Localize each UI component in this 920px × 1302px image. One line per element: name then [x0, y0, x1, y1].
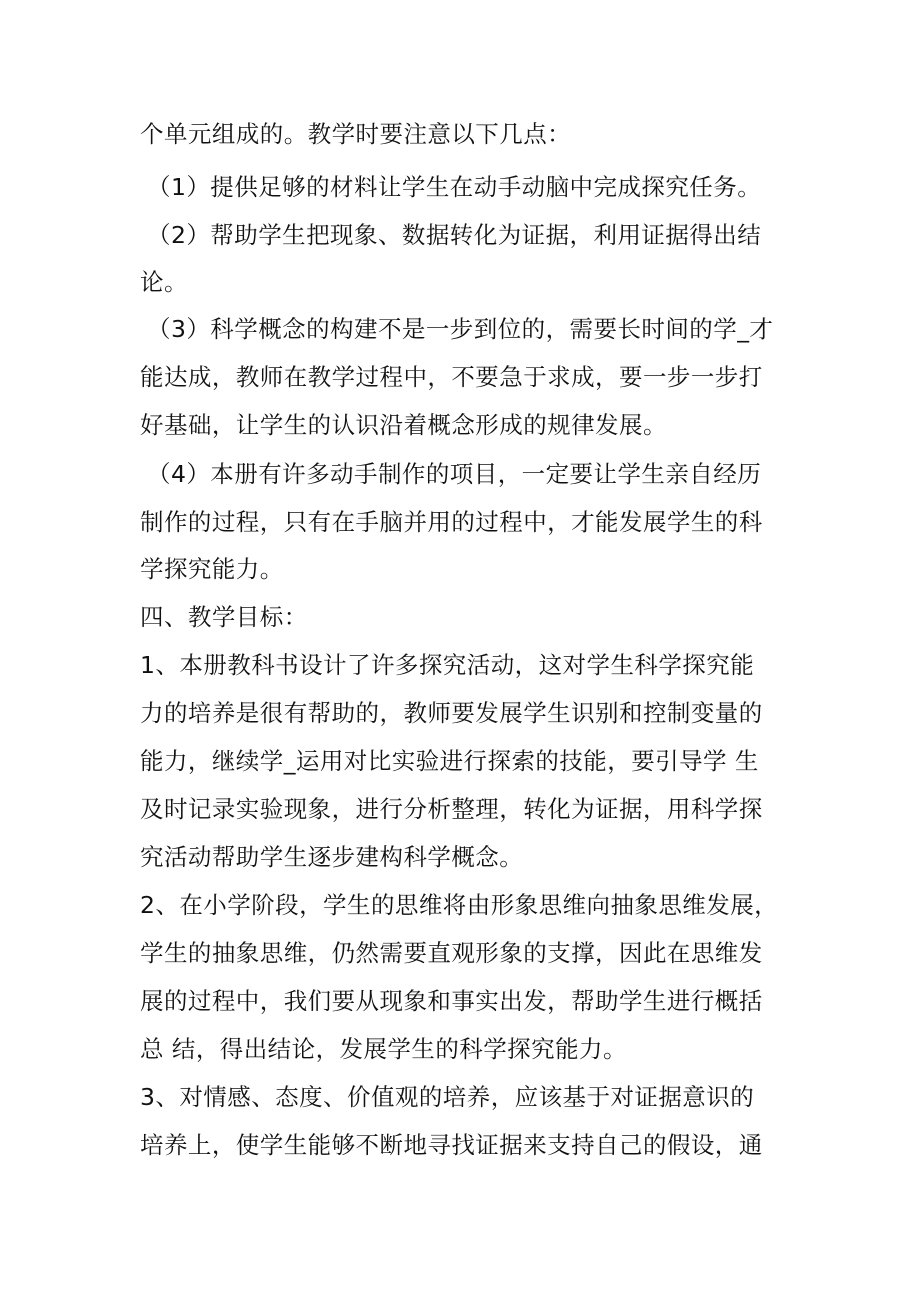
text-line: 2、在小学阶段，学生的思维将由形象思维向抽象思维发展， [140, 891, 779, 919]
text-line: 好基础，让学生的认识沿着概念形成的规律发展。 [140, 411, 667, 439]
text-line: 及时记录实验现象，进行分析整理，转化为证据，用科学探 [140, 795, 763, 823]
text-line: （1）提供足够的材料让学生在动手动脑中完成探究任务。 [147, 173, 762, 201]
section-heading: 四、教学目标： [140, 603, 308, 631]
text-line: 总 结，得出结论，发展学生的科学探究能力。 [140, 1035, 627, 1063]
text-line: 制作的过程，只有在手脑并用的过程中，才能发展学生的科 [140, 508, 763, 536]
text-line: 展的过程中，我们要从现象和事实出发，帮助学生进行概括 [140, 987, 763, 1015]
text-line: 学探究能力。 [140, 555, 284, 583]
text-line: 能力，继续学_运用对比实验进行探索的技能，要引导学 生 [140, 747, 759, 775]
text-line: 学生的抽象思维，仍然需要直观形象的支撑，因此在思维发 [140, 939, 763, 967]
text-line: 究活动帮助学生逐步建构科学概念。 [140, 843, 524, 871]
text-line: 3、对情感、态度、价值观的培养，应该基于对证据意识的 [140, 1083, 755, 1111]
text-line: （3）科学概念的构建不是一步到位的，需要长时间的学_才 [147, 315, 774, 343]
text-line: 培养上，使学生能够不断地寻找证据来支持自己的假设，通 [140, 1131, 763, 1159]
text-line: （4）本册有许多动手制作的项目，一定要让学生亲自经历 [147, 460, 762, 488]
text-line: 1、本册教科书设计了许多探究活动，这对学生科学探究能 [140, 651, 755, 679]
text-line: 论。 [140, 268, 188, 296]
text-line: 能达成，教师在教学过程中，不要急于求成，要一步一步打 [140, 363, 763, 391]
text-line: （2）帮助学生把现象、数据转化为证据，利用证据得出结 [147, 221, 762, 249]
text-line: 力的培养是很有帮助的，教师要发展学生识别和控制变量的 [140, 699, 763, 727]
text-line: 个单元组成的。教学时要注意以下几点： [140, 120, 572, 148]
